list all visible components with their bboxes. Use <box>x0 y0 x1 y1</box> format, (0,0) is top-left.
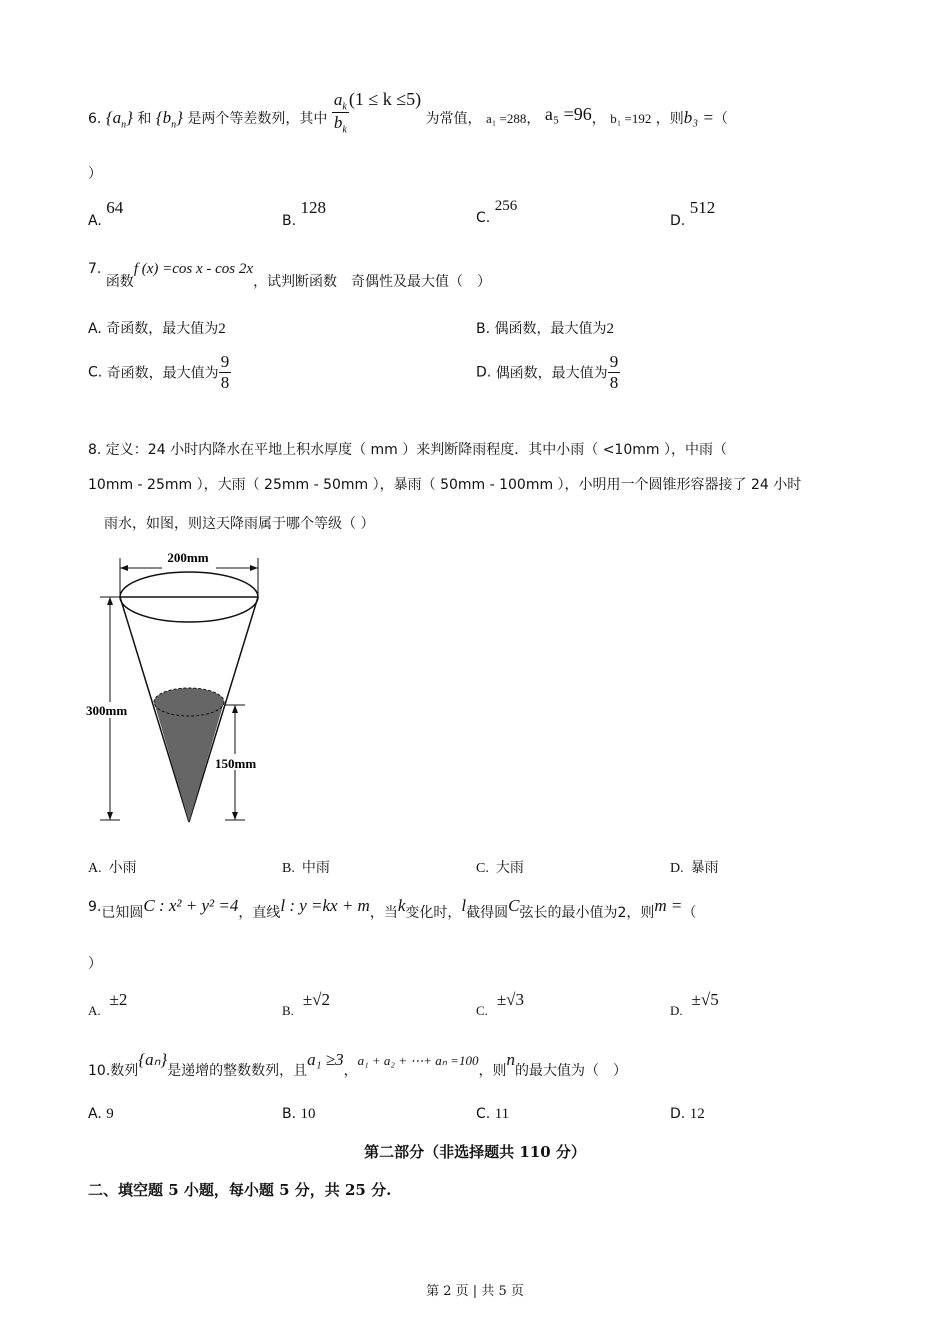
page-footer: 第 2 页 | 共 5 页 <box>426 1284 524 1299</box>
option-c[interactable]: C. 奇函数，最大值为 $\frac{9}{8}$ <box>88 352 230 392</box>
sep: ， <box>591 110 606 127</box>
option-c[interactable]: C. ±√3 <box>476 990 524 1018</box>
option-d[interactable]: D. 512 <box>670 198 716 229</box>
sum-expr: a₁ + a₂ + ⋯+ aₙ =100 <box>357 1053 479 1068</box>
text: 和 <box>137 110 152 127</box>
top-diameter-label: 200mm <box>167 550 209 565</box>
question-7 <box>88 258 492 290</box>
text: 变化时， <box>405 905 462 921</box>
option-a[interactable]: A. ±2 <box>88 990 128 1018</box>
text: 是两个等差数列，其中 <box>187 110 328 127</box>
text: 弦长的最小值为2，则 <box>519 905 655 921</box>
a1-value: a₁ =288 <box>485 110 527 126</box>
line-equation: l : y =kx + m <box>280 896 370 915</box>
option-d[interactable]: D. ±√5 <box>670 990 719 1018</box>
paren-close: ） <box>88 956 102 972</box>
part-2-title: 第二部分（非选择题共 110 分） <box>364 1143 586 1161</box>
var-c: C <box>508 896 520 915</box>
option-a[interactable]: A. 小雨 <box>88 861 137 876</box>
question-number: 10. <box>88 1063 111 1079</box>
water-depth-label: 150mm <box>215 756 257 771</box>
text: ，则 <box>655 110 684 127</box>
question-number: 7. <box>88 261 102 277</box>
option-d[interactable]: D. 偶函数，最大值为 $\frac{9}{8}$ <box>476 352 619 392</box>
question-8-line-3: 雨水，如图，则这天降雨属于哪个等级（ ） <box>104 516 375 532</box>
option-c[interactable]: C. 大雨 <box>476 861 524 876</box>
b1-value: b₁ =192 <box>610 110 652 126</box>
text: 截得圆 <box>466 905 509 921</box>
text: ，则 <box>478 1063 507 1079</box>
question-number: 9. <box>88 899 102 915</box>
a5-value: a₅ =96 <box>544 103 592 124</box>
option-a[interactable]: A. 64 <box>88 198 124 229</box>
question-9 <box>88 896 697 921</box>
paren: （ <box>713 110 728 127</box>
option-a[interactable]: A. 奇函数，最大值为2 <box>88 321 226 337</box>
option-c[interactable]: C. 256 <box>476 198 518 226</box>
text: 是递增的整数数列，且 <box>167 1063 308 1079</box>
option-a[interactable]: A. 9 <box>88 1106 114 1122</box>
b3-expr: b₃ = <box>683 107 714 127</box>
condition: (1 ≤ k ≤5) <box>348 88 422 109</box>
paren-close: ） <box>88 166 102 182</box>
option-d[interactable]: D. 暴雨 <box>670 861 719 876</box>
seq-b: $\{b_n\}$ <box>155 107 183 131</box>
cone-figure <box>80 540 300 830</box>
text: ，当 <box>369 905 398 921</box>
text: 的最大值为（ ） <box>514 1063 627 1079</box>
sep: ， <box>343 1063 358 1079</box>
var-m: m = <box>654 896 683 915</box>
text: 已知圆 <box>101 905 144 921</box>
seq-a: $\{a_n\}$ <box>105 107 133 131</box>
function-expr: f (x) =cos x - cos 2x <box>133 261 254 277</box>
option-c[interactable]: C. 11 <box>476 1106 510 1122</box>
option-b[interactable]: B. 偶函数，最大值为2 <box>476 321 615 337</box>
condition: a₁ ≥3 <box>307 1050 344 1069</box>
text: ，试判断函数 奇偶性及最大值（ ） <box>253 274 492 290</box>
question-6 <box>88 88 728 142</box>
var-k: k <box>397 896 406 915</box>
question-8-line-1: 8. 定义：24 小时内降水在平地上积水厚度（ mm ）来判断降雨程度．其中小雨（ <10mm ），中雨（ <box>88 442 727 458</box>
text: ，直线 <box>238 905 281 921</box>
section-2-heading: 二、填空题 5 小题，每小题 5 分，共 25 分. <box>88 1181 392 1199</box>
var-n: n <box>506 1050 515 1069</box>
option-d[interactable]: D. 12 <box>670 1106 705 1122</box>
option-b[interactable]: B. 128 <box>282 198 327 229</box>
ratio-fraction: $\frac{a_k}{b_k}$ <box>333 90 347 136</box>
height-label: 300mm <box>86 703 128 718</box>
question-8-line-2: 10mm - 25mm ），大雨（ 25mm - 50mm ），暴雨（ 50mm - 100mm ），小明用一个圆锥形容器接了 24 小时 <box>88 477 802 493</box>
sequence: {aₙ} <box>138 1050 168 1069</box>
text: 数列 <box>110 1063 139 1079</box>
option-b[interactable]: B. 10 <box>282 1106 316 1122</box>
option-b[interactable]: B. 中雨 <box>282 861 330 876</box>
var-l: l <box>461 896 467 915</box>
sep: ， <box>526 110 541 127</box>
question-number: 6. <box>88 110 102 127</box>
text: 函数 <box>105 274 134 290</box>
paren: （ <box>682 905 697 921</box>
option-b[interactable]: B. ±√2 <box>282 990 330 1018</box>
question-10 <box>88 1050 627 1079</box>
circle-equation: C : x² + y² =4 <box>143 896 239 915</box>
text: 为常值， <box>425 110 482 127</box>
